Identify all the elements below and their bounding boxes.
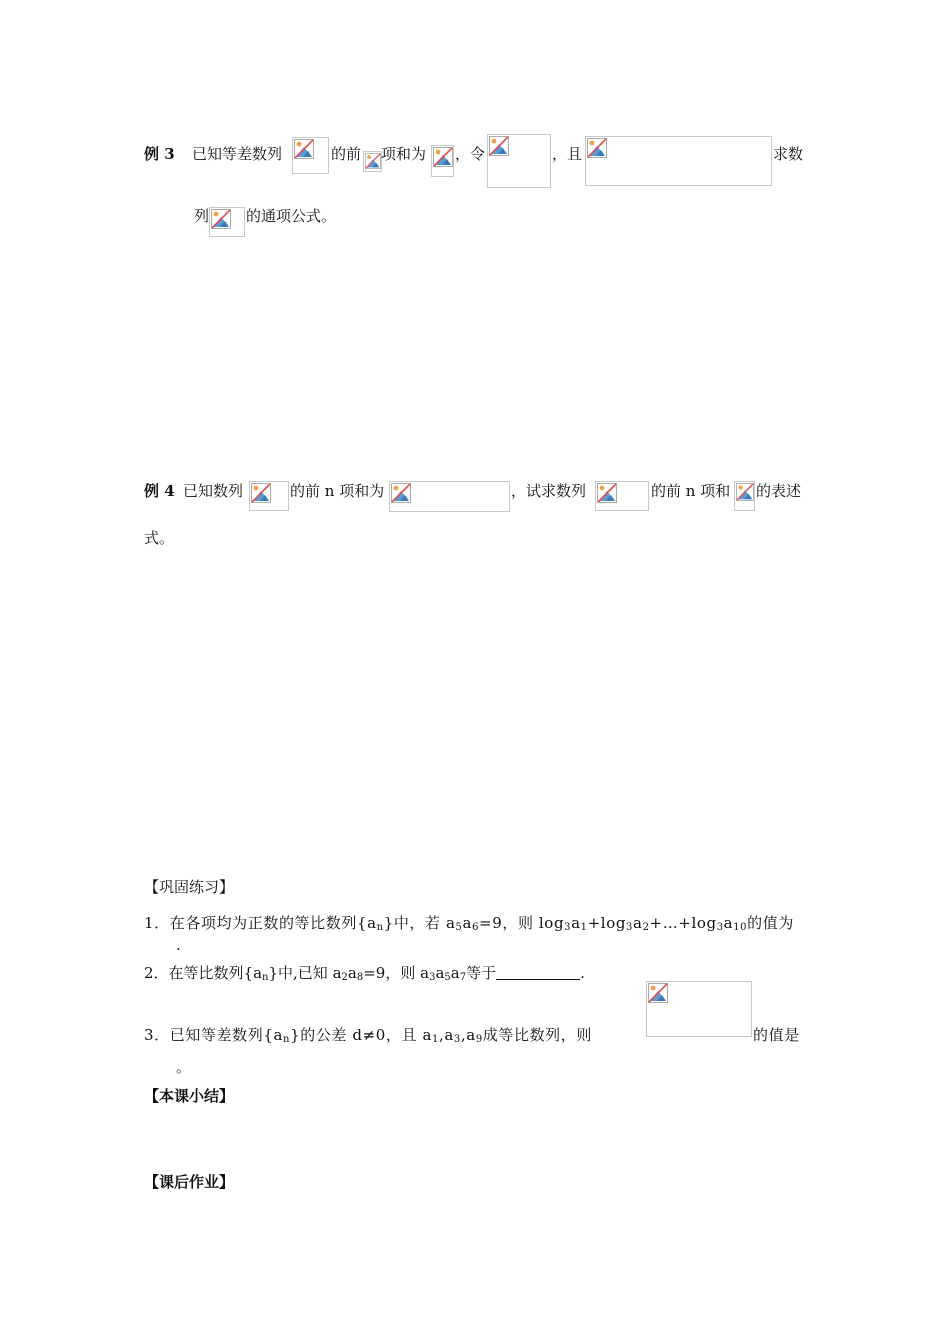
example-3-text-3: 项和为	[381, 145, 427, 163]
homework-heading: 【课后作业】	[144, 1173, 235, 1191]
example-3-text-8: 的通项公式。	[246, 207, 337, 225]
example-4-text-3: ，试求数列	[511, 482, 587, 500]
broken-image-icon	[294, 139, 314, 159]
formula-image	[487, 134, 551, 188]
example-4-text-6: 式。	[144, 529, 175, 547]
practice-heading: 【巩固练习】	[144, 878, 235, 896]
broken-image-icon	[597, 483, 617, 503]
broken-image-icon	[489, 136, 509, 156]
practice-q1: 1．在各项均为正数的等比数列$\{a_n\}$中，若 $a_5a_6=9$，则 $\log_3a_1+\log_3a_2+\dots+\log_3a_{10}$的值为	[144, 914, 794, 933]
example-4-text-1: 已知数列	[183, 482, 244, 500]
example-3-text-1: 已知等差数列	[192, 145, 283, 163]
broken-image-icon	[648, 983, 668, 1003]
formula-image	[363, 151, 382, 172]
example-4-text-5: 的表述	[756, 482, 802, 500]
example-4-label: 例 4	[144, 482, 175, 500]
broken-image-icon	[587, 138, 607, 158]
broken-image-icon	[391, 483, 411, 503]
practice-q2: 2．在等比数列$\{a_n\}$中,已知 $a_2a_8=9$，则 $a_3a_5a_7$等于 .	[144, 964, 585, 983]
formula-image	[292, 137, 329, 174]
practice-q3-tail: 。	[176, 1058, 192, 1076]
answer-blank[interactable]	[496, 965, 580, 980]
formula-image	[209, 207, 245, 237]
broken-image-icon	[365, 153, 381, 169]
example-3-label: 例 3	[144, 145, 175, 163]
broken-image-icon	[736, 483, 754, 501]
broken-image-icon	[211, 209, 231, 229]
example-3-text-4: ，令	[455, 145, 486, 163]
example-3-text-6: 求数	[773, 145, 804, 163]
formula-image	[585, 136, 772, 186]
practice-q1-tail: .	[176, 936, 181, 954]
formula-image	[249, 481, 289, 511]
example-3-text-7: 列	[194, 207, 210, 225]
broken-image-icon	[433, 147, 453, 167]
example-4-text-2: 的前 n 项和为	[290, 482, 385, 500]
formula-image	[389, 481, 510, 512]
formula-image	[595, 481, 649, 511]
formula-image	[646, 981, 752, 1037]
example-3-text-2: 的前	[331, 145, 362, 163]
summary-heading: 【本课小结】	[144, 1087, 235, 1105]
broken-image-icon	[251, 483, 271, 503]
example-3-text-5: ，且	[552, 145, 583, 163]
formula-image	[734, 481, 755, 511]
practice-q3-end: 的值是	[753, 1026, 800, 1044]
practice-q3: 3．已知等差数列$\{a_n\}$的公差 d≠0，且 $a_1,a_3,a_9$成等比数列，则	[144, 1026, 592, 1045]
formula-image	[431, 145, 454, 177]
example-4-text-4: 的前 n 项和	[651, 482, 731, 500]
